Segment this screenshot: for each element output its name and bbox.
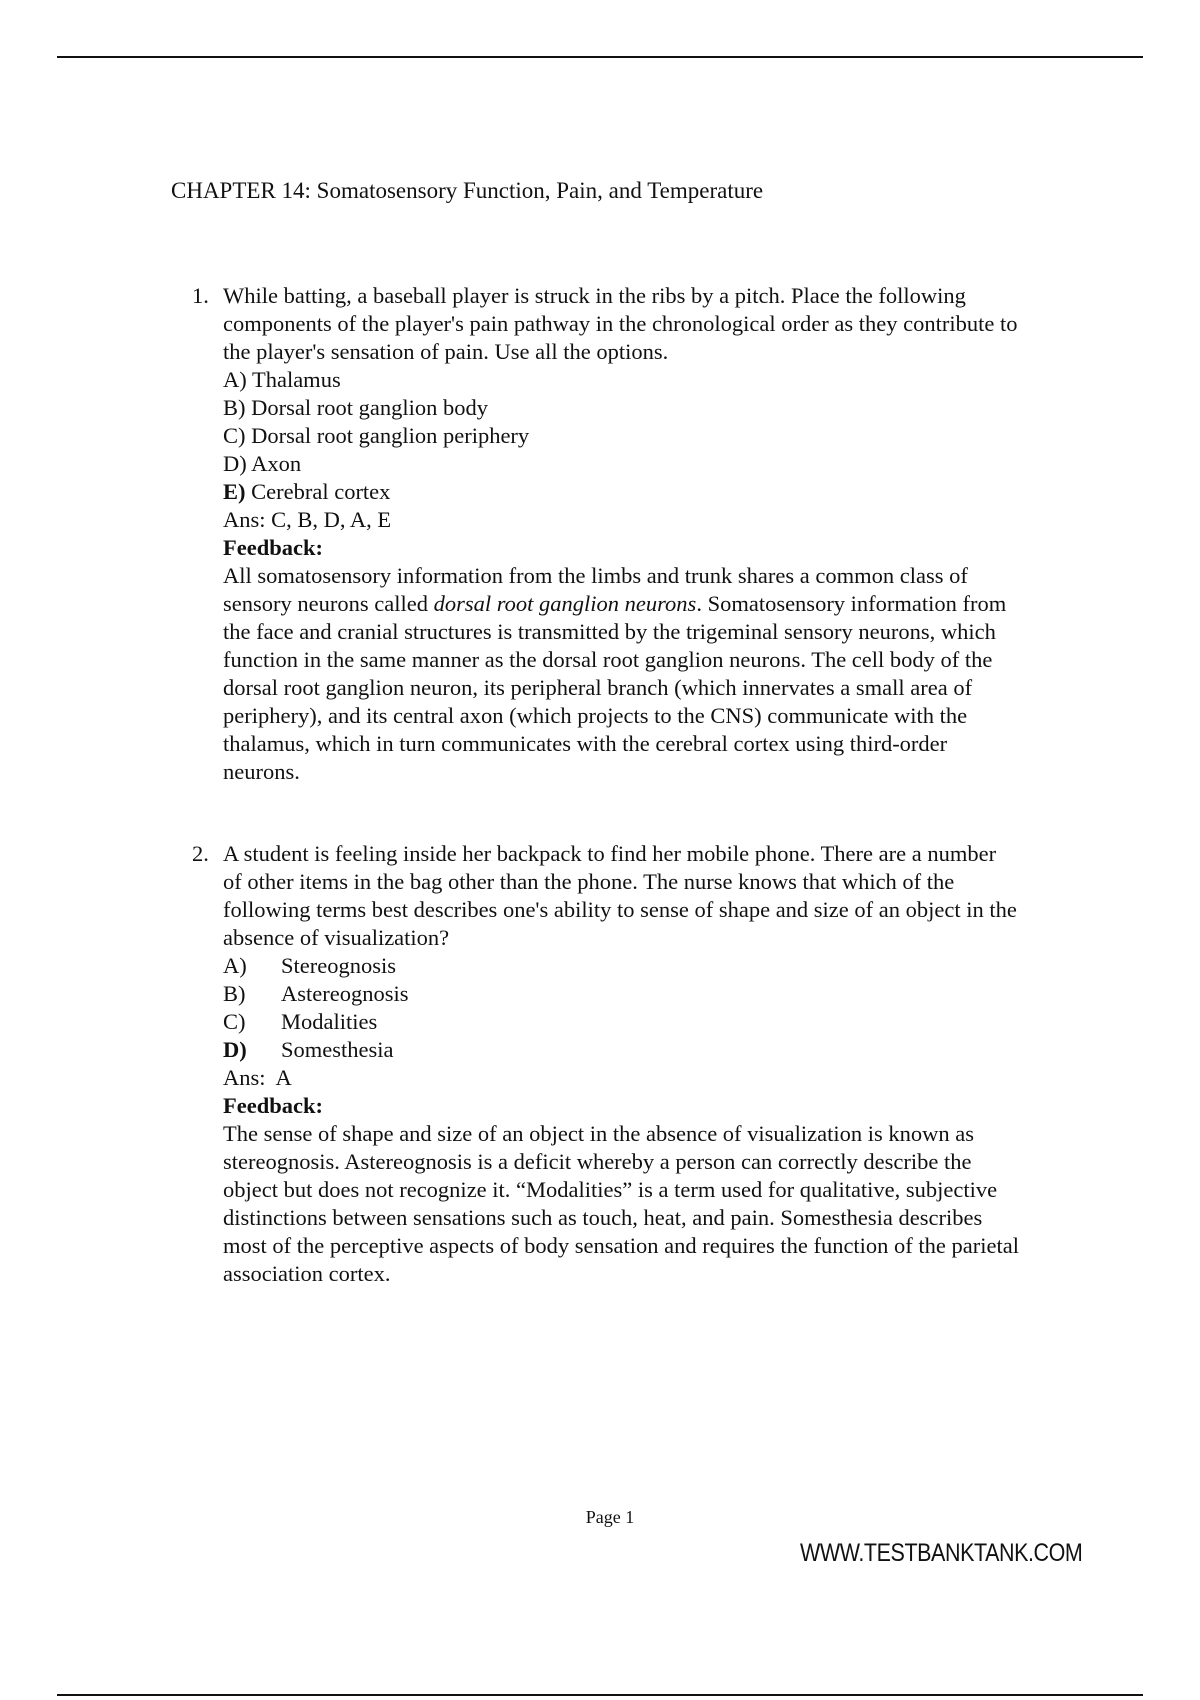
feedback-text-segment: . Somatosensory information from	[696, 591, 1007, 616]
option-letter: B)	[223, 395, 246, 420]
option-d	[223, 450, 1092, 478]
feedback-line: most of the perceptive aspects of body sensation and requires the function of the parietal	[223, 1233, 1019, 1258]
feedback-label: Feedback:	[223, 535, 323, 560]
question-1	[192, 282, 1092, 786]
question-number: 1.	[192, 283, 209, 308]
option-letter: A)	[223, 367, 247, 392]
option-c	[223, 1008, 1092, 1036]
watermark-text: WWW.TESTBANKTANK.COM	[799, 1539, 1082, 1567]
option-text: Astereognosis	[281, 981, 409, 1006]
question-body	[223, 840, 1092, 1288]
top-rule	[57, 56, 1143, 58]
question-stem-line: the player's sensation of pain. Use all the options.	[223, 339, 669, 364]
feedback-line: neurons.	[223, 759, 300, 784]
feedback-line: thalamus, which in turn communicates with the cerebral cortex using third-order	[223, 731, 948, 756]
option-letter: D)	[223, 451, 247, 476]
bottom-rule	[57, 1694, 1143, 1696]
feedback-emphasis: dorsal root ganglion neurons	[433, 591, 697, 616]
option-text: Axon	[246, 451, 302, 476]
option-text: Cerebral cortex	[245, 479, 391, 504]
option-a	[223, 952, 1092, 980]
option-b	[223, 394, 1092, 422]
option-letter: B)	[223, 981, 246, 1006]
option-text: Stereognosis	[281, 953, 396, 978]
feedback-line: object but does not recognize it. “Modalities” is a term used for qualitative, subjective	[223, 1177, 998, 1202]
option-text: Dorsal root ganglion body	[245, 395, 488, 420]
option-text: Dorsal root ganglion periphery	[245, 423, 530, 448]
feedback-line: the face and cranial structures is transmitted by the trigeminal sensory neurons, which	[223, 619, 996, 644]
question-stem-line: components of the player's pain pathway in the chronological order as they contribute to	[223, 311, 1018, 336]
question-stem-line: While batting, a baseball player is struck in the ribs by a pitch. Place the following	[223, 283, 966, 308]
option-a	[223, 366, 1092, 394]
question-body	[223, 282, 1092, 786]
feedback-label: Feedback:	[223, 1093, 323, 1118]
feedback-line: function in the same manner as the dorsal root ganglion neurons. The cell body of the	[223, 647, 993, 672]
feedback-line: dorsal root ganglion neuron, its peripheral branch (which innervates a small area of	[223, 675, 973, 700]
feedback-line: association cortex.	[223, 1261, 391, 1286]
option-letter: C)	[223, 1009, 246, 1034]
answer: Ans: C, B, D, A, E	[223, 507, 392, 532]
feedback-line: distinctions between sensations such as touch, heat, and pain. Somesthesia describes	[223, 1205, 983, 1230]
feedback-line: All somatosensory information from the limbs and trunk shares a common class of	[223, 563, 968, 588]
option-d	[223, 1036, 1092, 1064]
feedback-line: periphery), and its central axon (which projects to the CNS) communicate with the	[223, 703, 968, 728]
option-letter: D)	[223, 1037, 247, 1062]
question-stem-line: A student is feeling inside her backpack to find her mobile phone. There are a number	[223, 841, 997, 866]
option-c	[223, 422, 1092, 450]
option-e	[223, 478, 1092, 506]
question-number: 2.	[192, 841, 209, 866]
option-letter: A)	[223, 953, 247, 978]
chapter-title: CHAPTER 14: Somatosensory Function, Pain, and Temperature	[171, 178, 764, 203]
feedback-line: The sense of shape and size of an object in the absence of visualization is known as	[223, 1121, 975, 1146]
options-list	[223, 952, 1092, 1064]
option-letter: C)	[223, 423, 246, 448]
feedback-text-segment: sensory neurons called	[223, 591, 434, 616]
option-text: Thalamus	[246, 367, 341, 392]
page-number: Page 1	[585, 1507, 635, 1527]
question-stem-line: following terms best describes one's ability to sense of shape and size of an object in the	[223, 897, 1017, 922]
option-letter: E)	[223, 479, 246, 504]
question-stem-line: of other items in the bag other than the phone. The nurse knows that which of the	[223, 869, 955, 894]
feedback-line: stereognosis. Astereognosis is a deficit whereby a person can correctly describe the	[223, 1149, 972, 1174]
answer: Ans: A	[223, 1065, 292, 1090]
feedback-line	[223, 590, 1092, 618]
option-text: Modalities	[281, 1009, 378, 1034]
question-stem-line: absence of visualization?	[223, 925, 450, 950]
option-b	[223, 980, 1092, 1008]
option-text: Somesthesia	[281, 1037, 394, 1062]
question-2	[192, 840, 1092, 1288]
